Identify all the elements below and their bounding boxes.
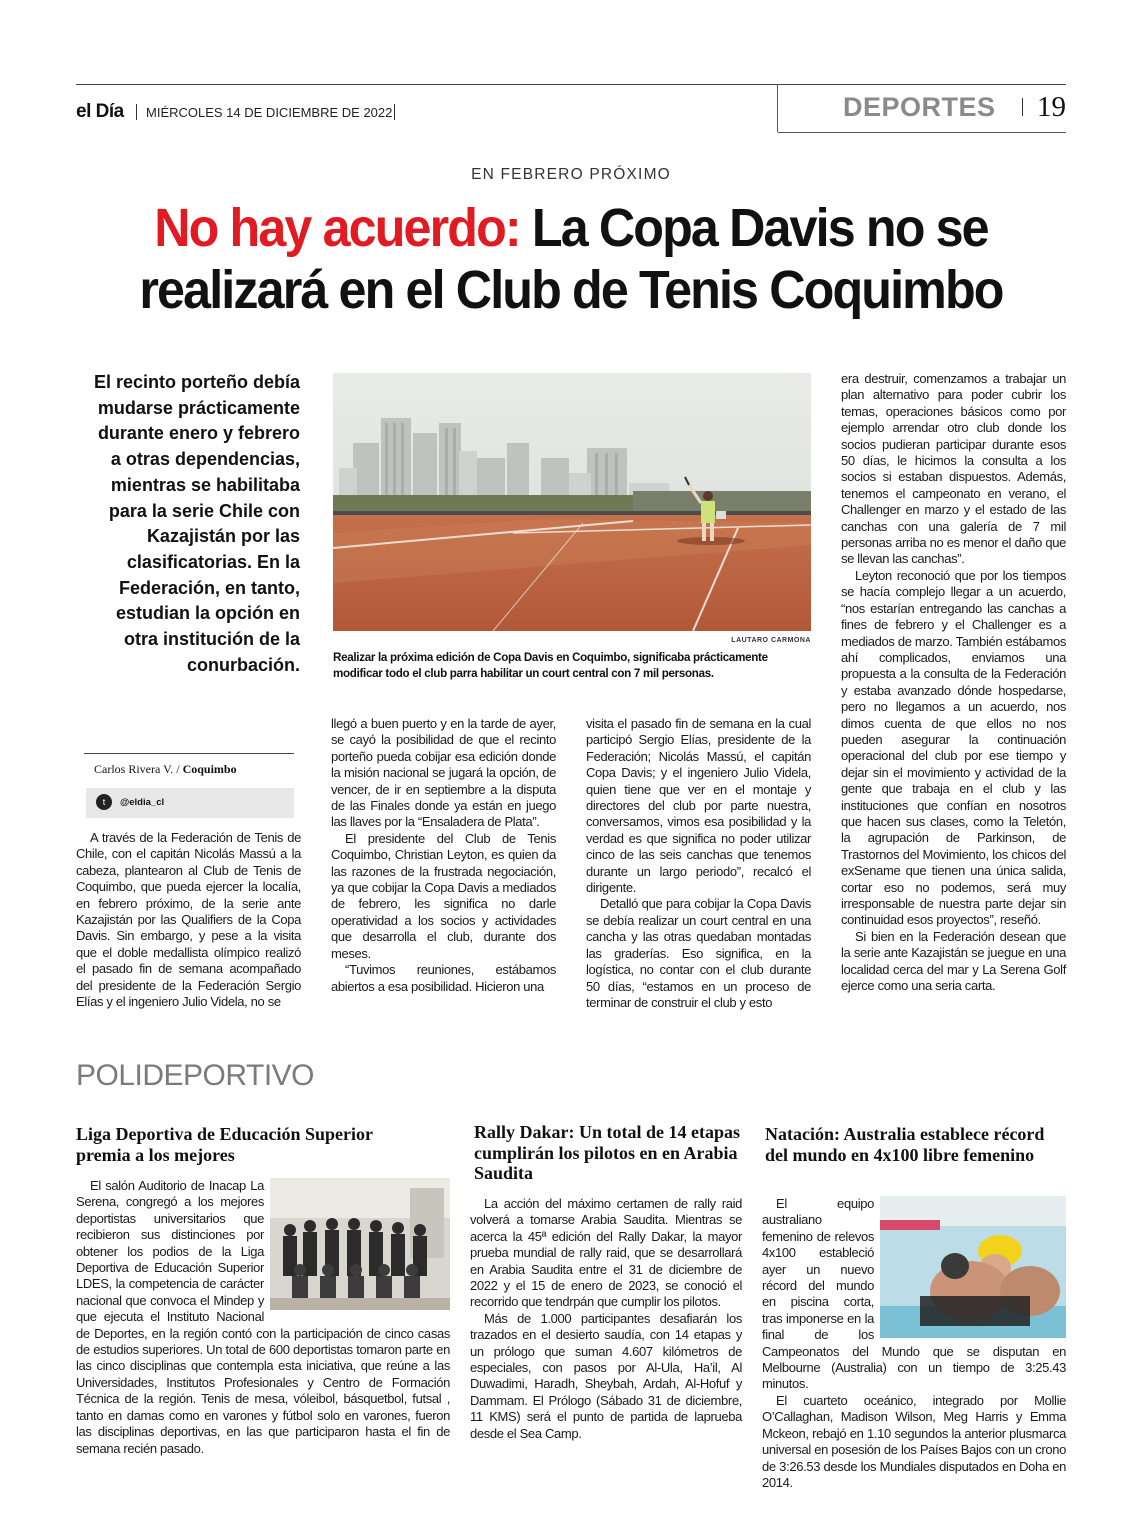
- byline-box: [84, 753, 294, 821]
- brief-body-natacion: [762, 1196, 1066, 1491]
- header-bottom-rule: [778, 132, 1066, 133]
- article-column-3: [586, 716, 811, 1011]
- article-column-4: [841, 371, 1066, 994]
- award-ceremony-photo: [270, 1178, 450, 1310]
- paragraph: Si bien en la Federación desean que la serie ante Kazajistán se juegue en una localidad cerca del mar y La Serena Golf ejerce como una seria carta.: [841, 928, 1066, 994]
- paragraph: “Tuvimos reuniones, estábamos abiertos a esa posibilidad. Hicieron una: [331, 962, 556, 994]
- byline-author: Carlos Rivera V. / Coquimbo: [94, 762, 237, 776]
- twitter-icon: t: [96, 794, 112, 810]
- header-section-divider: [777, 84, 778, 132]
- article-kicker: EN FEBRERO PRÓXIMO: [471, 166, 671, 183]
- paragraph: El cuarteto oceánico, integrado por Mollie O’Callaghan, Madison Wilson, Meg Harris y Emma Mckeon, rebajó en 1.10 segundos la anterior plusmarca universal en posesión de los Países Bajos con un crono de 3:26.53 desde los Mundiales disputados en Doha en 2014.: [762, 1392, 1066, 1490]
- article-column-1: [76, 830, 301, 1010]
- photo-caption: Realizar la próxima edición de Copa Davis en Coquimbo, significaba prácticamente modificar todo el club parra habilitar un court central con 7 mil personas.: [333, 651, 768, 680]
- brief-body-ldes: [76, 1178, 450, 1457]
- brief-title-ldes: Liga Deportiva de Educación Superior premia a los mejores: [76, 1124, 373, 1165]
- headline-main: La Copa Davis no se realizará en el Club de Tenis Coquimbo: [139, 198, 1003, 320]
- paragraph: El equipo australiano femenino de relevos 4x100 estableció ayer un nuevo récord del mundo en piscina corta, tras imponerse en la final de los Campeonatos del Mundo que se disputan en Melbourne (Australia) con un tiempo de 3:25.43 minutos.: [762, 1196, 1066, 1392]
- tennis-court-photo: [333, 373, 811, 631]
- paragraph: era destruir, comenzamos a trabajar un plan alternativo para poder cubrir los temas, operaciones básicos como por ejemplo arrendar otro club donde los socios pudieran participar durante esos 50 días, le hicimos la consulta a los socios si estaban dispuestos. Además, tenemos el campeonato en verano, el Challenger en marzo y el estado de las canchas con una galería de 7 mil personas arriba no es menor el daño que se llevan las canchas”.: [841, 371, 1066, 567]
- paragraph: Leyton reconoció que por los tiempos se hacía complejo llegar a un acuerdo, “nos estarían entregando las canchas a fines de febrero y el Challenger es a mediados de marzo. También estábamos ahí complicados, enviamos una propuesta a la consulta de la Federación y estaba avanzado dónde hospedarse, pero no llegamos a un acuerdo, nos dimos cuenta de que ellos no nos pueden asegurar la continuación operacional del club por ese tiempo y dejar sin el movimiento y actividad de la gente que trabaja en el club y las instituciones que confían en nosotros que hacen sus clases, como la Teletón, la agrupación de Parkinson, de Trastornos del Movimiento, los chicos del exSename que tienen una única salida, cortar eso no podemos, será muy irresponsable de nuestra parte dejar sin continuidad esos proyectos”, reseñó.: [841, 567, 1066, 928]
- header-divider: [136, 104, 137, 120]
- paragraph: Más de 1.000 participantes desafiarán los trazados en el desierto saudía, con 14 etapas y un prólogo que suman 4.607 kilómetros de especiales, con pasos por Al-Ula, Ha’il, Al Duwadimi, Haradh, Sheybah, Ardah, Al-Hofuf y Dammam. El Prólogo (Sábado 31 de diciembre, 11 KMS) será el punto de partida de laprueba desde el Sea Camp.: [470, 1310, 742, 1441]
- brief-body-dakar: [470, 1196, 742, 1442]
- issue-date: MIÉRCOLES 14 DE DICIEMBRE DE 2022: [146, 105, 393, 120]
- swimmers-photo: [880, 1196, 1066, 1338]
- paragraph: llegó a buen puerto y en la tarde de ayer, se cayó la posibilidad de que el recinto porteño pueda cobijar esa edición donde la misión nacional se jugará la opción, de vencer, de ir en septiembre a la disputa de las Finales donde ya están en juego las llaves por la “Ensaladera de Plata”.: [331, 716, 556, 830]
- header-top-rule: [76, 84, 1066, 85]
- article-lead: El recinto porteño debía mudarse prácticamente durante enero y febrero a otras dependencias, mientras se habilitaba para la serie Chile con Kazajistán por las clasificatorias. En la Federación, en tanto, estudian la opción en otra institución de la conurbación.: [93, 372, 300, 675]
- page-number: 19: [1037, 91, 1066, 123]
- twitter-bar: [86, 788, 294, 818]
- newspaper-logo: el Día: [76, 101, 124, 122]
- article-headline: [96, 198, 1046, 321]
- brief-title-dakar: Rally Dakar: Un total de 14 etapas cumplirán los pilotos en en Arabia Saudita: [474, 1122, 740, 1183]
- paragraph: El presidente del Club de Tenis Coquimbo, Christian Leyton, es quien da las razones de la frustrada negociación, ya que cobijar la Copa Davis a mediados de febrero, les significa no darle operatividad a los socios y actividades que desarrolla el club, durante dos meses.: [331, 830, 556, 961]
- paragraph: A través de la Federación de Tenis de Chile, con el capitán Nicolás Massú a la cabeza, plantearon al Club de Tenis de Coquimbo, que pueda ejercer la localía, en febrero próximo, de la serie ante Kazajistán por las Qualifiers de la Copa Davis. Sin embargo, y pese a la visita que el doble medallista olímpico realizó el pasado fin de semana acompañado del presidente de la Federación Sergio Elías y el ingeniero Julio Videla, no se: [76, 830, 301, 1010]
- section-polideportivo-title: POLIDEPORTIVO: [76, 1059, 315, 1092]
- paragraph: visita el pasado fin de semana en la cual participó Sergio Elías, presidente de la Federación; Nicolás Massú, el capitán Copa Davis; y el ingeniero Julio Videla, quien tiene que ver en el montaje y directores del club por parte nuestra, conversamos, vimos esa posibilidad y la verdad es que significa no poder utilizar cinco de las seis canchas que tenemos durante un largo periodo”, recalcó el dirigente.: [586, 716, 811, 896]
- paragraph: El salón Auditorio de Inacap La Serena, congregó a los mejores deportistas universitarios que recibieron sus distinciones por obtener los podios de la Liga Deportiva de Educación Superior LDES, la competencia de carácter nacional que convoca el Mindep y que ejecuta el Instituto Nacional de Deportes, en la región contó con la participación de cinco casas de estudios superiores. Un total de 600 deportistas tomaron parte en las cinco disciplinas que contempla esta iniciativa, que reúne a las Universidades, Institutos Profesionales y Centro de Formación Técnica de la región. Tenis de mesa, vóleibol, básquetbol, futsal , tanto en damas como en varones y fútbol solo en varones, fueron las disciplinas deportivas, en las que participaron hasta el fin de semana recién pasado.: [76, 1178, 450, 1456]
- headline-highlight: No hay acuerdo:: [154, 198, 520, 258]
- article-column-2: [331, 716, 556, 995]
- section-name: DEPORTES: [843, 92, 996, 122]
- paragraph: Detalló que para cobijar la Copa Davis se debía realizar un court central en una cancha y las otras quedaban montadas las graderías. Eso significa, en la logística, no contar con el club durante 50 días, “estamos en un proceso de terminar de construir el club y esto: [586, 896, 811, 1010]
- paragraph: La acción del máximo certamen de rally raid volverá a tomarse Arabia Saudita. Mientras se acerca la 45ª edición del Rally Dakar, la mayor prueba mundial de rally raid, que se desarrollará en Arabia Saudita entre el 31 de diciembre de 2022 y el 15 de enero de 2023, se conoció el recorrido que tendrpán que cumplir los pilotos.: [470, 1196, 742, 1310]
- header-divider: [1022, 98, 1023, 116]
- photo-credit: LAUTARO CARMONA: [731, 637, 811, 644]
- header-divider: [394, 104, 395, 120]
- brief-title-natacion: Natación: Australia establece récord del mundo en 4x100 libre femenino: [765, 1124, 1045, 1165]
- twitter-handle[interactable]: @eldia_cl: [120, 797, 165, 808]
